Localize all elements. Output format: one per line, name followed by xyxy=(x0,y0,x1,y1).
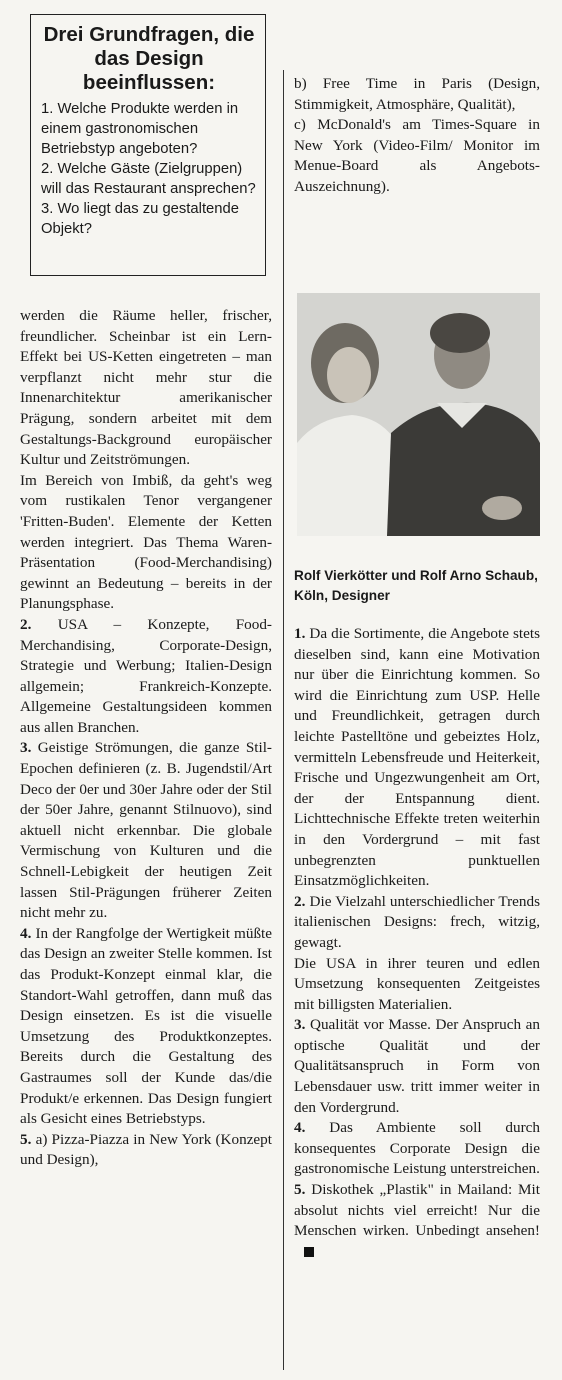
box-title: Drei Grundfragen, die das Design beeinflussen: xyxy=(43,23,255,94)
column-divider xyxy=(283,70,284,1370)
info-box xyxy=(30,14,266,276)
item-number: 2. xyxy=(294,892,306,910)
item-number: 4. xyxy=(294,1119,306,1137)
box-item: 1. Welche Produkte werden in einem gastronomischen Betriebstyp angeboten? xyxy=(41,101,239,157)
paragraph: Die USA in ihrer teuren und edlen Umsetzung konsequenten Zeitgeistes mit billigsten Materialien. xyxy=(294,954,540,1013)
item-number: 5. xyxy=(20,1130,32,1148)
item-number: 3. xyxy=(294,1016,306,1034)
photo-illustration xyxy=(297,293,540,536)
item-text: Das Ambiente soll durch konsequentes Corporate Design die gastronomische Leistung unterstreichen. xyxy=(294,1119,540,1178)
paragraph xyxy=(294,624,540,892)
paragraph xyxy=(294,1118,540,1180)
paragraph xyxy=(20,738,272,923)
paragraph xyxy=(20,924,272,1130)
designers-photo xyxy=(297,293,540,536)
paragraph xyxy=(294,892,540,954)
photo-caption: Rolf Vierkötter und Rolf Arno Schaub, Köln, Designer xyxy=(294,568,538,603)
item-text: USA – Konzepte, Food-Merchandising, Corporate-Design, Strategie und Werbung; Italien-Design allgemein; Frankreich-Konzepte. Allgemeine Gestaltungsideen kommen aus allen Branchen. xyxy=(20,615,272,736)
item-text: Die Vielzahl unterschiedlicher Trends italienischen Designs: frech, witzig, gewagt. xyxy=(294,892,540,951)
paragraph: b) Free Time in Paris (Design, Stimmigkeit, Atmosphäre, Qualität), xyxy=(294,75,540,113)
right-column xyxy=(294,624,540,1262)
item-number: 4. xyxy=(20,924,32,942)
paragraph xyxy=(294,1015,540,1118)
paragraph xyxy=(294,1180,540,1262)
box-item: 3. Wo liegt das zu gestaltende Objekt? xyxy=(41,201,239,237)
paragraph: werden die Räume heller, frischer, freundlicher. Scheinbar ist ein Lern-Effekt bei US-Ketten eingetreten – man verpflanzt nicht mehr stur die Innenarchitektur amerikanischer Prägung, sondern arbeitet mit dem Gestaltungs-Background europäischer Kultur und Zeitströmungen. xyxy=(20,307,272,469)
paragraph xyxy=(20,615,272,739)
item-text: Qualität vor Masse. Der Anspruch an optische Qualität und der Qualitätsanspruch in Form von Lebensdauer usw. tritt immer weiter in den Vordergrund. xyxy=(294,1016,540,1116)
item-number: 3. xyxy=(20,739,32,757)
item-text: a) Pizza-Piazza in New York (Konzept und Design), xyxy=(20,1130,272,1169)
end-of-article-mark xyxy=(304,1247,314,1257)
left-column xyxy=(20,306,272,1171)
paragraph: c) McDonald's am Times-Square in New York (Video-Film/ Monitor im Menue-Board als Angebots-Auszeichnung). xyxy=(294,116,540,195)
item-text: Diskothek „Plastik" in Mailand: Mit absolut nichts viel erreicht! Nur die Menschen wirken. Unbedingt ansehen! xyxy=(294,1181,540,1240)
item-number: 1. xyxy=(294,625,306,642)
box-item: 2. Welche Gäste (Zielgruppen) will das Restaurant ansprechen? xyxy=(41,161,256,197)
item-text: Da die Sortimente, die Angebote stets dieselben sind, kann eine Motivation nur über die Einrichtung kommen. So wird die Einrichtung zum USP. Helle und Freundlichkeit, getragen durch leichte Pastelltöne und gebeiztes Holz, vermitteln Lebensfreude und Heiterkeit, Frische und Ungezwungenheit am Ort, der der Entspannung dient. Lichttechnische Effekte treten weiterhin in den Vordergrund – mit fast unbegrenzten punktuellen Einsatzmöglichkeiten. xyxy=(294,625,540,890)
paragraph: Im Bereich von Imbiß, da geht's weg vom rustikalen Tenor vergangener 'Fritten-Buden'. Elemente der Ketten werden integriert. Das Thema Waren-Präsentation (Food-Merchandising) gewinnt an Bedeutung – bereits in der Planungsphase. xyxy=(20,471,272,613)
item-number: 2. xyxy=(20,615,32,633)
item-text: Geistige Strömungen, die ganze Stil-Epochen definieren (z. B. Jugendstil/Art Deco der 0er und 30er Jahre oder der Stil der 50er Jahre, genannt Stilnuovo), sind aktuell nicht erkennbar. Die globale Vermischung von Kulturen und die Schnell-Lebigkeit der heutigen Zeit lassen Stil-Prägungen früherer Zeiten nicht mehr zu. xyxy=(20,739,272,922)
item-number: 5. xyxy=(294,1181,306,1199)
item-text: In der Rangfolge der Wertigkeit müßte das Design an zweiter Stelle kommen. Ist das Produkt-Konzept einmal klar, die Standort-Wahl getroffen, dann muß das Design einsetzen. Es ist die visuelle Umsetzung des Produktkonzeptes. Bereits durch die Gestaltung des Gastraumes soll der Kunde das/die Produkt/e erkennen. Das Design fungiert als Gesicht eines Betriebstyps. xyxy=(20,924,272,1128)
right-column-top xyxy=(294,74,540,198)
paragraph xyxy=(20,1130,272,1171)
